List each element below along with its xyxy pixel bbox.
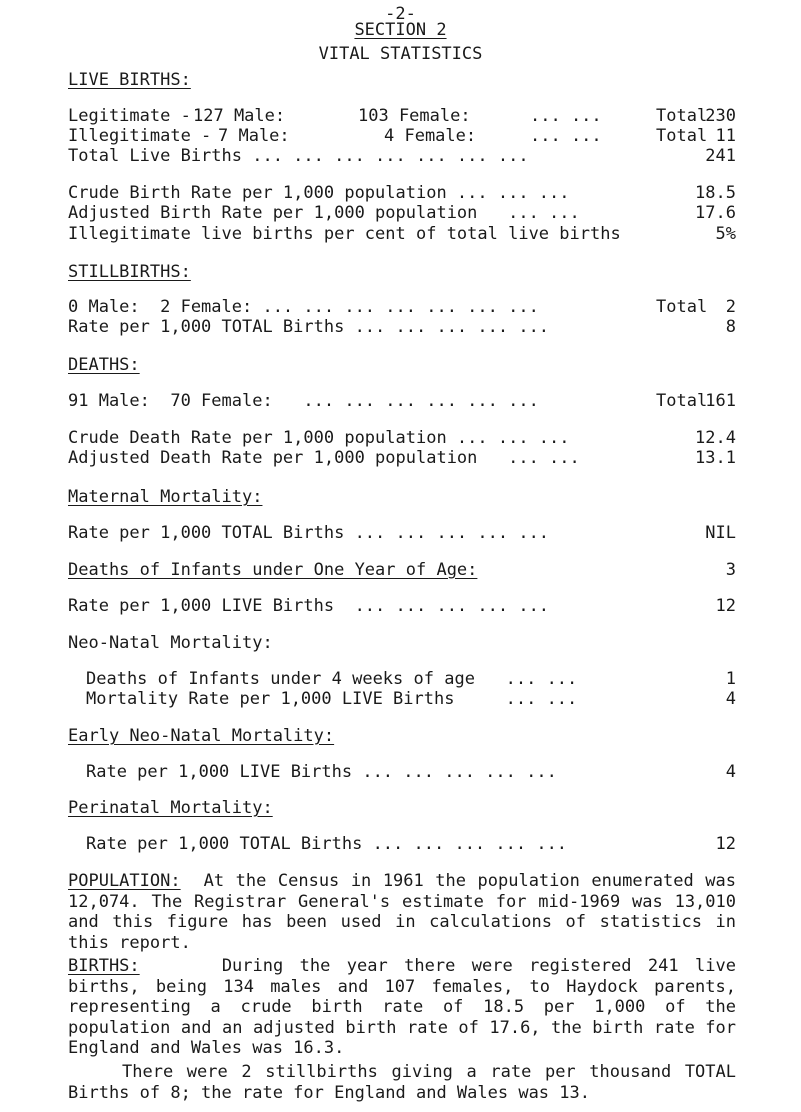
stillbirths-heading: STILLBIRTHS: bbox=[68, 262, 191, 282]
legitimate-male: 127 Male: bbox=[193, 106, 286, 126]
deaths-total-value: 161 bbox=[705, 391, 736, 411]
adjusted-birth-rate-label: Adjusted Birth Rate per 1,000 population ... ... bbox=[68, 203, 580, 223]
infant-rate-label: Rate per 1,000 LIVE Births ... ... ... ... ... bbox=[68, 596, 550, 616]
illegitimate-total-label: Total bbox=[656, 126, 708, 146]
deaths-heading: DEATHS: bbox=[68, 355, 140, 375]
illegitimate-male: 7 Male: bbox=[218, 126, 290, 146]
stillbirths-paragraph: There were 2 stillbirths giving a rate per thousand TOTAL Births of 8; the rate for England and Wales was 13. bbox=[68, 1062, 736, 1103]
illegitimate-percent-value: 5% bbox=[715, 224, 736, 244]
total-live-births-label: Total Live Births ... ... ... ... ... ... ... bbox=[68, 146, 529, 166]
births-text: During the year there were registered 241 live births, being 134 males and 107 females, to Haydock parents, representing a crude birth rate of 18.5 per 1,000 of the population and an adjusted birth rate of 17.6, the birth rate for England and Wales was 16.3. bbox=[68, 956, 736, 1058]
deaths-total-label: Total bbox=[656, 391, 708, 411]
perinatal-rate-value: 12 bbox=[715, 834, 736, 854]
adjusted-death-rate-label: Adjusted Death Rate per 1,000 population ... ... bbox=[68, 448, 580, 468]
births-heading: BIRTHS: bbox=[68, 956, 140, 976]
section-title: SECTION 2 bbox=[354, 20, 447, 40]
neonatal-deaths-value: 1 bbox=[725, 669, 736, 689]
crude-birth-rate-value: 18.5 bbox=[695, 183, 736, 203]
illegitimate-female: 4 Female: bbox=[384, 126, 477, 146]
infant-rate-value: 12 bbox=[715, 596, 736, 616]
stillbirths-rate-value: 8 bbox=[725, 317, 736, 337]
legitimate-total-label: Total bbox=[656, 106, 708, 126]
population-paragraph bbox=[68, 871, 736, 953]
live-births-heading: LIVE BIRTHS: bbox=[68, 70, 191, 90]
infant-deaths-heading: Deaths of Infants under One Year of Age: bbox=[68, 560, 478, 580]
illegitimate-dots: ... ... bbox=[530, 126, 602, 146]
maternal-rate-label: Rate per 1,000 TOTAL Births ... ... ... ... ... bbox=[68, 523, 550, 543]
deaths-counts: 91 Male: 70 Female: ... ... ... ... ... ... bbox=[68, 391, 539, 411]
illegitimate-percent-label: Illegitimate live births per cent of total live births bbox=[68, 224, 621, 244]
early-neonatal-rate-label: Rate per 1,000 LIVE Births ... ... ... ... ... bbox=[86, 762, 557, 782]
perinatal-heading: Perinatal Mortality: bbox=[68, 798, 273, 818]
stillbirths-rate-label: Rate per 1,000 TOTAL Births ... ... ... ... ... bbox=[68, 317, 550, 337]
total-live-births-value: 241 bbox=[705, 146, 736, 166]
population-heading: POPULATION: bbox=[68, 871, 181, 891]
infant-deaths-value: 3 bbox=[725, 560, 736, 580]
illegitimate-total-value: 11 bbox=[715, 126, 736, 146]
neonatal-heading: Neo-Natal Mortality: bbox=[68, 633, 273, 653]
maternal-rate-value: NIL bbox=[705, 523, 736, 543]
crude-birth-rate-label: Crude Birth Rate per 1,000 population ... ... ... bbox=[68, 183, 570, 203]
maternal-mortality-heading: Maternal Mortality: bbox=[68, 487, 263, 507]
crude-death-rate-value: 12.4 bbox=[695, 428, 736, 448]
page-subtitle: VITAL STATISTICS bbox=[318, 44, 483, 64]
stillbirths-total-label: Total bbox=[656, 297, 708, 317]
stillbirths-total-value: 2 bbox=[725, 297, 736, 317]
early-neonatal-heading: Early Neo-Natal Mortality: bbox=[68, 726, 335, 746]
legitimate-dots: ... ... bbox=[530, 106, 602, 126]
adjusted-death-rate-value: 13.1 bbox=[695, 448, 736, 468]
perinatal-rate-label: Rate per 1,000 TOTAL Births ... ... ... ... ... bbox=[86, 834, 568, 854]
neonatal-rate-label: Mortality Rate per 1,000 LIVE Births ... ... bbox=[86, 689, 578, 709]
legitimate-total-value: 230 bbox=[705, 106, 736, 126]
early-neonatal-rate-value: 4 bbox=[725, 762, 736, 782]
population-text: At the Census in 1961 the population enumerated was 12,074. The Registrar General's estimate for mid-1969 was 13,010 and this figure has been used in calculations of statistics in this report. bbox=[68, 871, 736, 953]
adjusted-birth-rate-value: 17.6 bbox=[695, 203, 736, 223]
legitimate-label: Legitimate - bbox=[68, 106, 191, 126]
births-paragraph bbox=[68, 956, 736, 1059]
neonatal-rate-value: 4 bbox=[725, 689, 736, 709]
stillbirths-counts: 0 Male: 2 Female: ... ... ... ... ... ... ... bbox=[68, 297, 539, 317]
page-number: -2- bbox=[385, 4, 416, 24]
neonatal-deaths-label: Deaths of Infants under 4 weeks of age ... ... bbox=[86, 669, 578, 689]
legitimate-female: 103 Female: bbox=[358, 106, 471, 126]
crude-death-rate-label: Crude Death Rate per 1,000 population ... ... ... bbox=[68, 428, 570, 448]
illegitimate-label: Illegitimate - bbox=[68, 126, 212, 146]
